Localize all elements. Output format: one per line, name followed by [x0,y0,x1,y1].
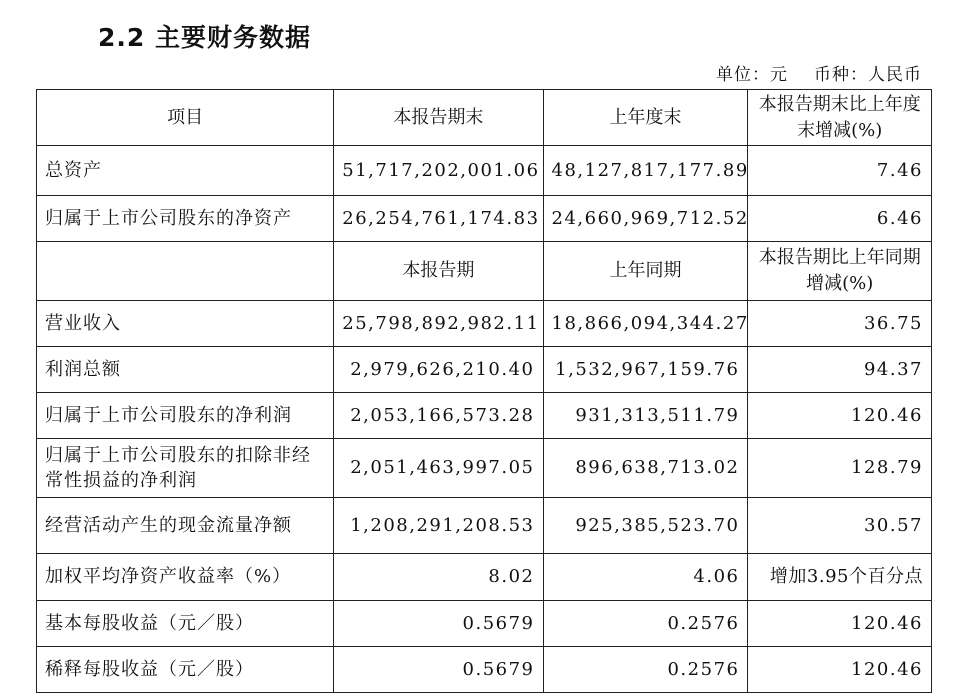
table-row [37,393,932,439]
cell-current: 2,051,463,997.05 [334,439,543,498]
row-label: 基本每股收益（元／股） [37,601,334,647]
table-subheader-row [37,242,932,301]
unit-currency-line [712,60,922,85]
cell-previous: 48,127,817,177.89 [543,146,748,196]
cell-previous: 0.2576 [543,601,748,647]
row-label: 营业收入 [37,301,334,347]
cell-previous: 18,866,094,344.27 [543,301,748,347]
cell-current: 26,254,761,174.83 [334,196,543,242]
cell-change: 128.79 [748,439,932,498]
table-row [37,498,932,554]
cell-current: 51,717,202,001.06 [334,146,543,196]
section-title: 2.2 主要财务数据 [98,23,311,52]
cell-current: 1,208,291,208.53 [334,498,543,554]
header-last-year-end: 上年度末 [543,90,748,146]
cell-change: 30.57 [748,498,932,554]
cell-previous: 1,532,967,159.76 [543,347,748,393]
cell-previous: 925,385,523.70 [543,498,748,554]
table-header-row [37,90,932,146]
subheader-same-period-last-year: 上年同期 [543,242,748,301]
cell-previous: 24,660,969,712.52 [543,196,748,242]
cell-previous: 931,313,511.79 [543,393,748,439]
table-row [37,601,932,647]
cell-change: 6.46 [748,196,932,242]
row-label: 归属于上市公司股东的净利润 [37,393,334,439]
cell-change: 增加3.95个百分点 [748,554,932,601]
cell-change: 120.46 [748,647,932,693]
row-label: 归属于上市公司股东的净资产 [37,196,334,242]
subheader-period: 本报告期 [334,242,543,301]
cell-current: 2,053,166,573.28 [334,393,543,439]
row-label: 加权平均净资产收益率（%） [37,554,334,601]
financial-data-table [36,89,932,693]
cell-change: 36.75 [748,301,932,347]
cell-current: 25,798,892,982.11 [334,301,543,347]
row-label: 利润总额 [37,347,334,393]
cell-current: 8.02 [334,554,543,601]
cell-change: 94.37 [748,347,932,393]
currency-label: 币种：人民币 [814,65,922,85]
cell-previous: 896,638,713.02 [543,439,748,498]
unit-label: 单位：元 [716,65,788,85]
table-row [37,146,932,196]
cell-change: 120.46 [748,601,932,647]
cell-current: 0.5679 [334,647,543,693]
cell-previous: 0.2576 [543,647,748,693]
table-row [37,554,932,601]
row-label: 总资产 [37,146,334,196]
table-row [37,347,932,393]
cell-previous: 4.06 [543,554,748,601]
table-row [37,439,932,498]
header-period-end: 本报告期末 [334,90,543,146]
cell-change: 7.46 [748,146,932,196]
table-row [37,301,932,347]
subheader-empty [37,242,334,301]
row-label: 归属于上市公司股东的扣除非经常性损益的净利润 [37,439,334,498]
header-change-pct: 本报告期末比上年度末增减(%) [748,90,932,146]
table-row [37,196,932,242]
cell-change: 120.46 [748,393,932,439]
table-row [37,647,932,693]
cell-current: 0.5679 [334,601,543,647]
row-label: 稀释每股收益（元／股） [37,647,334,693]
cell-current: 2,979,626,210.40 [334,347,543,393]
row-label: 经营活动产生的现金流量净额 [37,498,334,554]
subheader-change-pct: 本报告期比上年同期增减(%) [748,242,932,301]
header-item: 项目 [37,90,334,146]
